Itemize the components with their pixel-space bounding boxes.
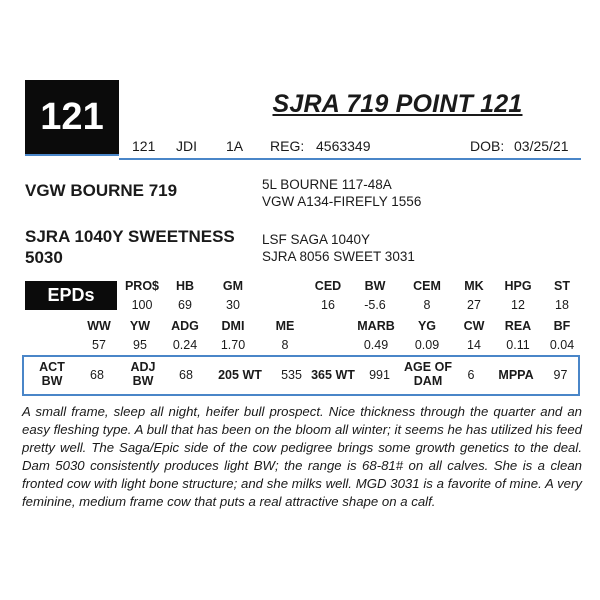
epd-value-hpg: 12 <box>511 298 525 312</box>
epd-value-mk: 27 <box>467 298 481 312</box>
epd-value-bf: 0.04 <box>549 338 575 352</box>
epd-header-st: ST <box>554 279 570 293</box>
epd-header-mk: MK <box>464 279 484 293</box>
epd-value-marb: 0.49 <box>363 338 389 352</box>
epd-header-dmi: DMI <box>221 319 245 333</box>
epd-header-adg: ADG <box>171 319 199 333</box>
epd-header-hb: HB <box>175 279 195 293</box>
epd-header-cem: CEM <box>413 279 441 293</box>
epd-header-cw: CW <box>463 319 485 333</box>
dob-label: DOB: <box>470 138 505 154</box>
epd-value-cw: 14 <box>467 338 481 352</box>
act-bw-value: 68 <box>90 368 104 382</box>
epd-header-gm: GM <box>222 279 244 293</box>
epd-value-dmi: 1.70 <box>220 338 246 352</box>
act-bw-label-line1: ACT <box>39 360 65 374</box>
epd-value-bw: -5.6 <box>364 298 386 312</box>
epd-value-cem: 8 <box>423 298 431 312</box>
epd-value-ww: 57 <box>92 338 106 352</box>
adj-bw-label-line2: BW <box>132 374 154 388</box>
sire-name: VGW BOURNE 719 <box>25 181 178 200</box>
tattoo: 121 <box>132 138 156 154</box>
epd-value-st: 18 <box>555 298 569 312</box>
age-of-dam-value: 6 <box>467 368 475 382</box>
epd-value-rea: 0.11 <box>506 338 530 352</box>
adj-bw-label-line1: ADJ <box>130 360 156 374</box>
reg-value: 4563349 <box>316 138 371 154</box>
epd-value-adg: 0.24 <box>172 338 198 352</box>
wt205-label: 205 WT <box>218 368 262 382</box>
epd-header-ww: WW <box>87 319 111 333</box>
reg-label: REG: <box>270 138 305 154</box>
jdi-code: JDI <box>176 138 197 154</box>
wt365-label: 365 WT <box>311 368 355 382</box>
epd-header-ced: CED <box>314 279 342 293</box>
epd-header-yg: YG <box>417 319 437 333</box>
wt365-value: 991 <box>369 368 390 382</box>
epd-header-me: ME <box>275 319 295 333</box>
epd-header-marb: MARB <box>357 319 395 333</box>
sire-sire: 5L BOURNE 117-48A <box>262 177 392 192</box>
mppa-value: 97 <box>553 368 568 382</box>
epd-header-bw: BW <box>364 279 386 293</box>
animal-description: A small frame, sleep all night, heifer bull prospect. Nice thickness through the quarter and an easy fleshing type. A bull that has been on the bloom all winter; it seems he has utilized his feed pretty well. The Saga/Epic side of the cow pedigree brings some growth genetics to the deal. Dam 5030 consistently produces light BW; the range is 68-81# on all calves. She is a clean fronted cow with light bone structure; and she milks well. MGD 3031 is a favorite of mine. A very feminine, medium frame cow that puts a real attractive shape on a calf. <box>22 404 582 509</box>
epd-header-pro: PRO$ <box>124 279 160 293</box>
age-of-dam-label <box>400 360 456 388</box>
epd-value-yw: 95 <box>133 338 147 352</box>
dam-sire: LSF SAGA 1040Y <box>262 232 371 247</box>
epd-value-me: 8 <box>281 338 289 352</box>
epd-value-gm: 30 <box>226 298 240 312</box>
age-of-dam-label-line1: AGE OF <box>404 360 452 374</box>
epd-header-yw: YW <box>129 319 151 333</box>
epd-header-bf: BF <box>553 319 571 333</box>
act-bw-label <box>32 360 72 388</box>
adj-bw-label <box>123 360 163 388</box>
age-of-dam-label-line2: DAM <box>413 374 443 388</box>
epd-header-hpg: HPG <box>504 279 532 293</box>
header-divider <box>119 158 581 160</box>
lot-number-badge: 121 <box>25 80 119 154</box>
dob-value: 03/25/21 <box>514 138 569 154</box>
header-divider-left <box>25 154 119 156</box>
epd-label: EPDs <box>25 281 117 310</box>
epd-value-yg: 0.09 <box>414 338 440 352</box>
dam-dam: SJRA 8056 SWEET 3031 <box>262 249 415 264</box>
wt205-value: 535 <box>281 368 302 382</box>
act-bw-label-line2: BW <box>41 374 63 388</box>
epd-value-ced: 16 <box>321 298 335 312</box>
epd-value-hb: 69 <box>178 298 192 312</box>
dam-name-line1: SJRA 1040Y SWEETNESS <box>25 227 235 246</box>
animal-title: SJRA 719 POINT 121 <box>272 90 523 118</box>
dam-name-line2: 5030 <box>25 248 63 267</box>
class-code: 1A <box>226 138 244 154</box>
adj-bw-value: 68 <box>179 368 193 382</box>
sire-dam: VGW A134-FIREFLY 1556 <box>262 194 422 209</box>
epd-header-rea: REA <box>504 319 532 333</box>
epd-value-pro: 100 <box>131 298 153 312</box>
mppa-label: MPPA <box>498 368 534 382</box>
